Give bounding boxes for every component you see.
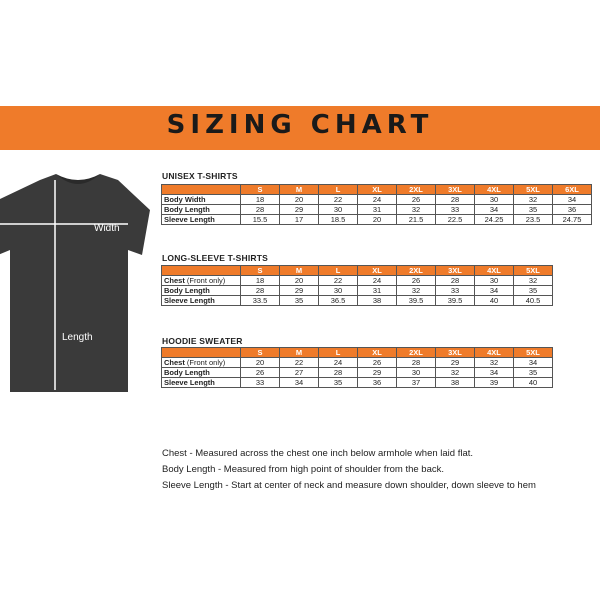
header-corner (162, 348, 241, 358)
row-label-text: Body Width (164, 195, 206, 204)
size-header: 2XL (397, 185, 436, 195)
table-cell: 23.5 (514, 215, 553, 225)
size-header: XL (358, 348, 397, 358)
size-header: 3XL (436, 266, 475, 276)
row-label-text: Sleeve Length (164, 215, 215, 224)
row-label-text: Chest (164, 276, 185, 285)
table-cell: 24 (358, 195, 397, 205)
table-cell: 24.75 (553, 215, 592, 225)
table-cell: 30 (397, 368, 436, 378)
table-row (162, 358, 553, 368)
table-cell: 30 (319, 286, 358, 296)
table-cell: 39.5 (397, 296, 436, 306)
table-cell: 21.5 (397, 215, 436, 225)
size-header: 6XL (553, 185, 592, 195)
size-header: L (319, 348, 358, 358)
size-header: 5XL (514, 266, 553, 276)
row-label (162, 368, 241, 378)
table-row (162, 215, 592, 225)
table-cell: 30 (475, 276, 514, 286)
longsleeve-size-table (161, 265, 553, 306)
size-header: 3XL (436, 185, 475, 195)
table-row (162, 378, 553, 388)
table-cell: 34 (553, 195, 592, 205)
table-cell: 34 (475, 205, 514, 215)
table-cell: 33.5 (241, 296, 280, 306)
row-label (162, 215, 241, 225)
table-row (162, 296, 553, 306)
table-cell: 20 (358, 215, 397, 225)
table-row (162, 205, 592, 215)
size-header: M (280, 348, 319, 358)
table-cell: 28 (436, 195, 475, 205)
size-header-row (162, 185, 592, 195)
row-label-text: Sleeve Length (164, 378, 215, 387)
table-cell: 34 (514, 358, 553, 368)
table-cell: 22 (280, 358, 319, 368)
table-cell: 40 (475, 296, 514, 306)
table-cell: 34 (475, 286, 514, 296)
row-label (162, 358, 241, 368)
table-cell: 37 (397, 378, 436, 388)
table-cell: 40 (514, 378, 553, 388)
table-cell: 32 (397, 286, 436, 296)
table-cell: 32 (436, 368, 475, 378)
table-cell: 36 (553, 205, 592, 215)
table-cell: 27 (280, 368, 319, 378)
table-cell: 31 (358, 286, 397, 296)
table-cell: 36.5 (319, 296, 358, 306)
table-cell: 29 (280, 286, 319, 296)
table-cell: 32 (397, 205, 436, 215)
unisex-size-table (161, 184, 592, 225)
table-cell: 35 (514, 286, 553, 296)
table-cell: 20 (280, 195, 319, 205)
table-cell: 20 (280, 276, 319, 286)
note-sleeve-length: Sleeve Length - Start at center of neck and measure down shoulder, down sleeve to hem (162, 480, 536, 491)
size-header: 5XL (514, 348, 553, 358)
length-label: Length (62, 332, 93, 343)
table-cell: 17 (280, 215, 319, 225)
size-header: 4XL (475, 185, 514, 195)
page-title: SIZING CHART (166, 110, 434, 140)
size-header: 2XL (397, 266, 436, 276)
table-cell: 33 (436, 286, 475, 296)
row-label-text: Sleeve Length (164, 296, 215, 305)
hoodie-size-table (161, 347, 553, 388)
table-cell: 31 (358, 205, 397, 215)
table-cell: 32 (514, 276, 553, 286)
table-cell: 34 (475, 368, 514, 378)
table-cell: 28 (241, 286, 280, 296)
size-header: 3XL (436, 348, 475, 358)
table-cell: 29 (280, 205, 319, 215)
measurement-notes (162, 446, 536, 494)
size-header: S (241, 348, 280, 358)
table-cell: 35 (319, 378, 358, 388)
row-label (162, 296, 241, 306)
width-label: Width (94, 223, 120, 234)
row-label (162, 286, 241, 296)
table-cell: 32 (514, 195, 553, 205)
table-row (162, 276, 553, 286)
table-cell: 28 (436, 276, 475, 286)
row-label-text: Chest (164, 358, 185, 367)
row-label (162, 195, 241, 205)
size-header: 4XL (475, 348, 514, 358)
size-header: M (280, 266, 319, 276)
size-header: 2XL (397, 348, 436, 358)
table-cell: 39 (475, 378, 514, 388)
table-cell: 33 (241, 378, 280, 388)
table-cell: 40.5 (514, 296, 553, 306)
table-cell: 24 (358, 276, 397, 286)
hoodie-title: HOODIE SWEATER (162, 336, 243, 346)
table-cell: 18.5 (319, 215, 358, 225)
table-cell: 18 (241, 276, 280, 286)
size-header: L (319, 266, 358, 276)
table-cell: 15.5 (241, 215, 280, 225)
table-cell: 35 (514, 368, 553, 378)
size-header: M (280, 185, 319, 195)
table-cell: 26 (397, 276, 436, 286)
row-label-text: Body Length (164, 286, 210, 295)
table-cell: 39.5 (436, 296, 475, 306)
size-header-row (162, 266, 553, 276)
table-cell: 34 (280, 378, 319, 388)
size-header: L (319, 185, 358, 195)
row-label-note: (Front only) (184, 276, 226, 285)
table-cell: 36 (358, 378, 397, 388)
table-cell: 22 (319, 195, 358, 205)
table-cell: 35 (280, 296, 319, 306)
table-cell: 24.25 (475, 215, 514, 225)
row-label-note: (Front only) (184, 358, 226, 367)
row-label-text: Body Length (164, 368, 210, 377)
table-cell: 20 (241, 358, 280, 368)
table-cell: 28 (241, 205, 280, 215)
table-cell: 22 (319, 276, 358, 286)
table-cell: 32 (475, 358, 514, 368)
header-corner (162, 266, 241, 276)
size-header: 4XL (475, 266, 514, 276)
table-row (162, 368, 553, 378)
table-cell: 38 (436, 378, 475, 388)
size-header: XL (358, 185, 397, 195)
table-cell: 28 (319, 368, 358, 378)
table-cell: 38 (358, 296, 397, 306)
tshirt-illustration (0, 160, 160, 400)
table-cell: 22.5 (436, 215, 475, 225)
row-label-text: Body Length (164, 205, 210, 214)
table-cell: 29 (358, 368, 397, 378)
note-body-length: Body Length - Measured from high point of shoulder from the back. (162, 464, 444, 475)
table-cell: 26 (241, 368, 280, 378)
table-cell: 18 (241, 195, 280, 205)
table-cell: 29 (436, 358, 475, 368)
size-header: XL (358, 266, 397, 276)
note-chest: Chest - Measured across the chest one inch below armhole when laid flat. (162, 448, 474, 459)
table-cell: 35 (514, 205, 553, 215)
table-cell: 26 (358, 358, 397, 368)
table-cell: 24 (319, 358, 358, 368)
table-cell: 33 (436, 205, 475, 215)
table-cell: 26 (397, 195, 436, 205)
size-header-row (162, 348, 553, 358)
table-row (162, 195, 592, 205)
table-cell: 30 (319, 205, 358, 215)
row-label (162, 276, 241, 286)
size-header: S (241, 266, 280, 276)
row-label (162, 205, 241, 215)
row-label (162, 378, 241, 388)
table-cell: 28 (397, 358, 436, 368)
size-header: S (241, 185, 280, 195)
table-row (162, 286, 553, 296)
longsleeve-title: LONG-SLEEVE T-SHIRTS (162, 253, 269, 263)
header-corner (162, 185, 241, 195)
table-cell: 30 (475, 195, 514, 205)
unisex-title: UNISEX T-SHIRTS (162, 171, 238, 181)
size-header: 5XL (514, 185, 553, 195)
